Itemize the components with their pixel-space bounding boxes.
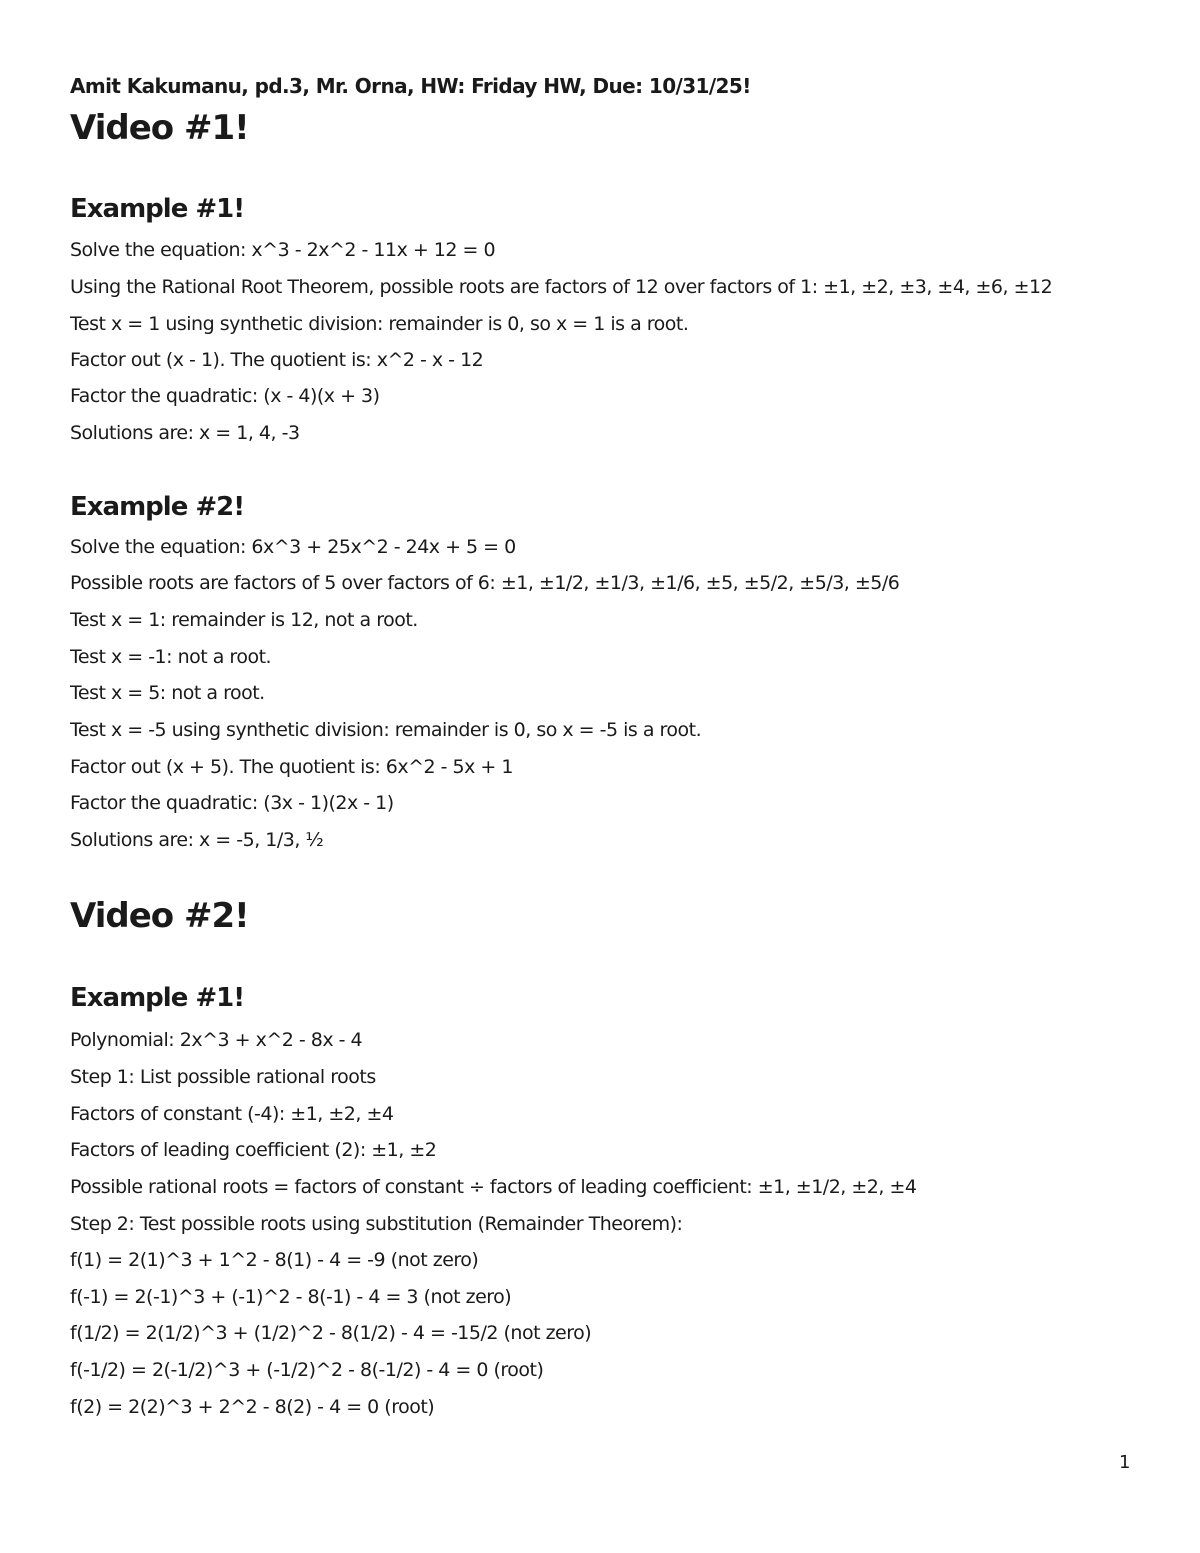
text-line: Solve the equation: 6x^3 + 25x^2 - 24x + 5 = 0 <box>70 536 516 558</box>
text-line: Solve the equation: x^3 - 2x^2 - 11x + 12 = 0 <box>70 239 496 261</box>
assignment-header: Amit Kakumanu, pd.3, Mr. Orna, HW: Friday HW, Due: 10/31/25! <box>70 74 751 98</box>
video-1-example-2-title: Example #2! <box>70 492 245 522</box>
text-line: Factor the quadratic: (x - 4)(x + 3) <box>70 385 380 407</box>
text-line: f(1/2) = 2(1/2)^3 + (1/2)^2 - 8(1/2) - 4 = -15/2 (not zero) <box>70 1322 592 1344</box>
video-2-title: Video #2! <box>70 896 249 936</box>
text-line: Factor out (x - 1). The quotient is: x^2 - x - 12 <box>70 349 484 371</box>
text-line: Test x = 1: remainder is 12, not a root. <box>70 609 418 631</box>
text-line: Step 2: Test possible roots using substitution (Remainder Theorem): <box>70 1213 683 1235</box>
text-line: Test x = -5 using synthetic division: remainder is 0, so x = -5 is a root. <box>70 719 702 741</box>
text-line: Solutions are: x = -5, 1/3, ½ <box>70 829 324 851</box>
text-line: Solutions are: x = 1, 4, -3 <box>70 422 300 444</box>
text-line: Factor out (x + 5). The quotient is: 6x^2 - 5x + 1 <box>70 756 513 778</box>
text-line: Polynomial: 2x^3 + x^2 - 8x - 4 <box>70 1029 363 1051</box>
text-line: Test x = -1: not a root. <box>70 646 272 668</box>
text-line: Factor the quadratic: (3x - 1)(2x - 1) <box>70 792 394 814</box>
text-line: Possible rational roots = factors of constant ÷ factors of leading coefficient: ±1, ±1/2, ±2, ±4 <box>70 1176 917 1198</box>
text-line: Test x = 1 using synthetic division: remainder is 0, so x = 1 is a root. <box>70 313 689 335</box>
text-line: Step 1: List possible rational roots <box>70 1066 376 1088</box>
page-number: 1 <box>1119 1452 1131 1473</box>
text-line: Factors of constant (-4): ±1, ±2, ±4 <box>70 1103 394 1125</box>
text-line: f(-1/2) = 2(-1/2)^3 + (-1/2)^2 - 8(-1/2) - 4 = 0 (root) <box>70 1359 544 1381</box>
video-1-title: Video #1! <box>70 108 249 148</box>
video-2-example-1-title: Example #1! <box>70 983 245 1013</box>
text-line: f(-1) = 2(-1)^3 + (-1)^2 - 8(-1) - 4 = 3 (not zero) <box>70 1286 512 1308</box>
video-1-example-1-title: Example #1! <box>70 194 245 224</box>
text-line: f(1) = 2(1)^3 + 1^2 - 8(1) - 4 = -9 (not zero) <box>70 1249 479 1271</box>
text-line: Factors of leading coefficient (2): ±1, ±2 <box>70 1139 437 1161</box>
text-line: Using the Rational Root Theorem, possible roots are factors of 12 over factors of 1: ±1, ±2, ±3, ±4, ±6, ±12 <box>70 276 1053 298</box>
text-line: Test x = 5: not a root. <box>70 682 265 704</box>
text-line: f(2) = 2(2)^3 + 2^2 - 8(2) - 4 = 0 (root) <box>70 1396 435 1418</box>
text-line: Possible roots are factors of 5 over factors of 6: ±1, ±1/2, ±1/3, ±1/6, ±5, ±5/2, ±5/3, ±5/6 <box>70 572 900 594</box>
